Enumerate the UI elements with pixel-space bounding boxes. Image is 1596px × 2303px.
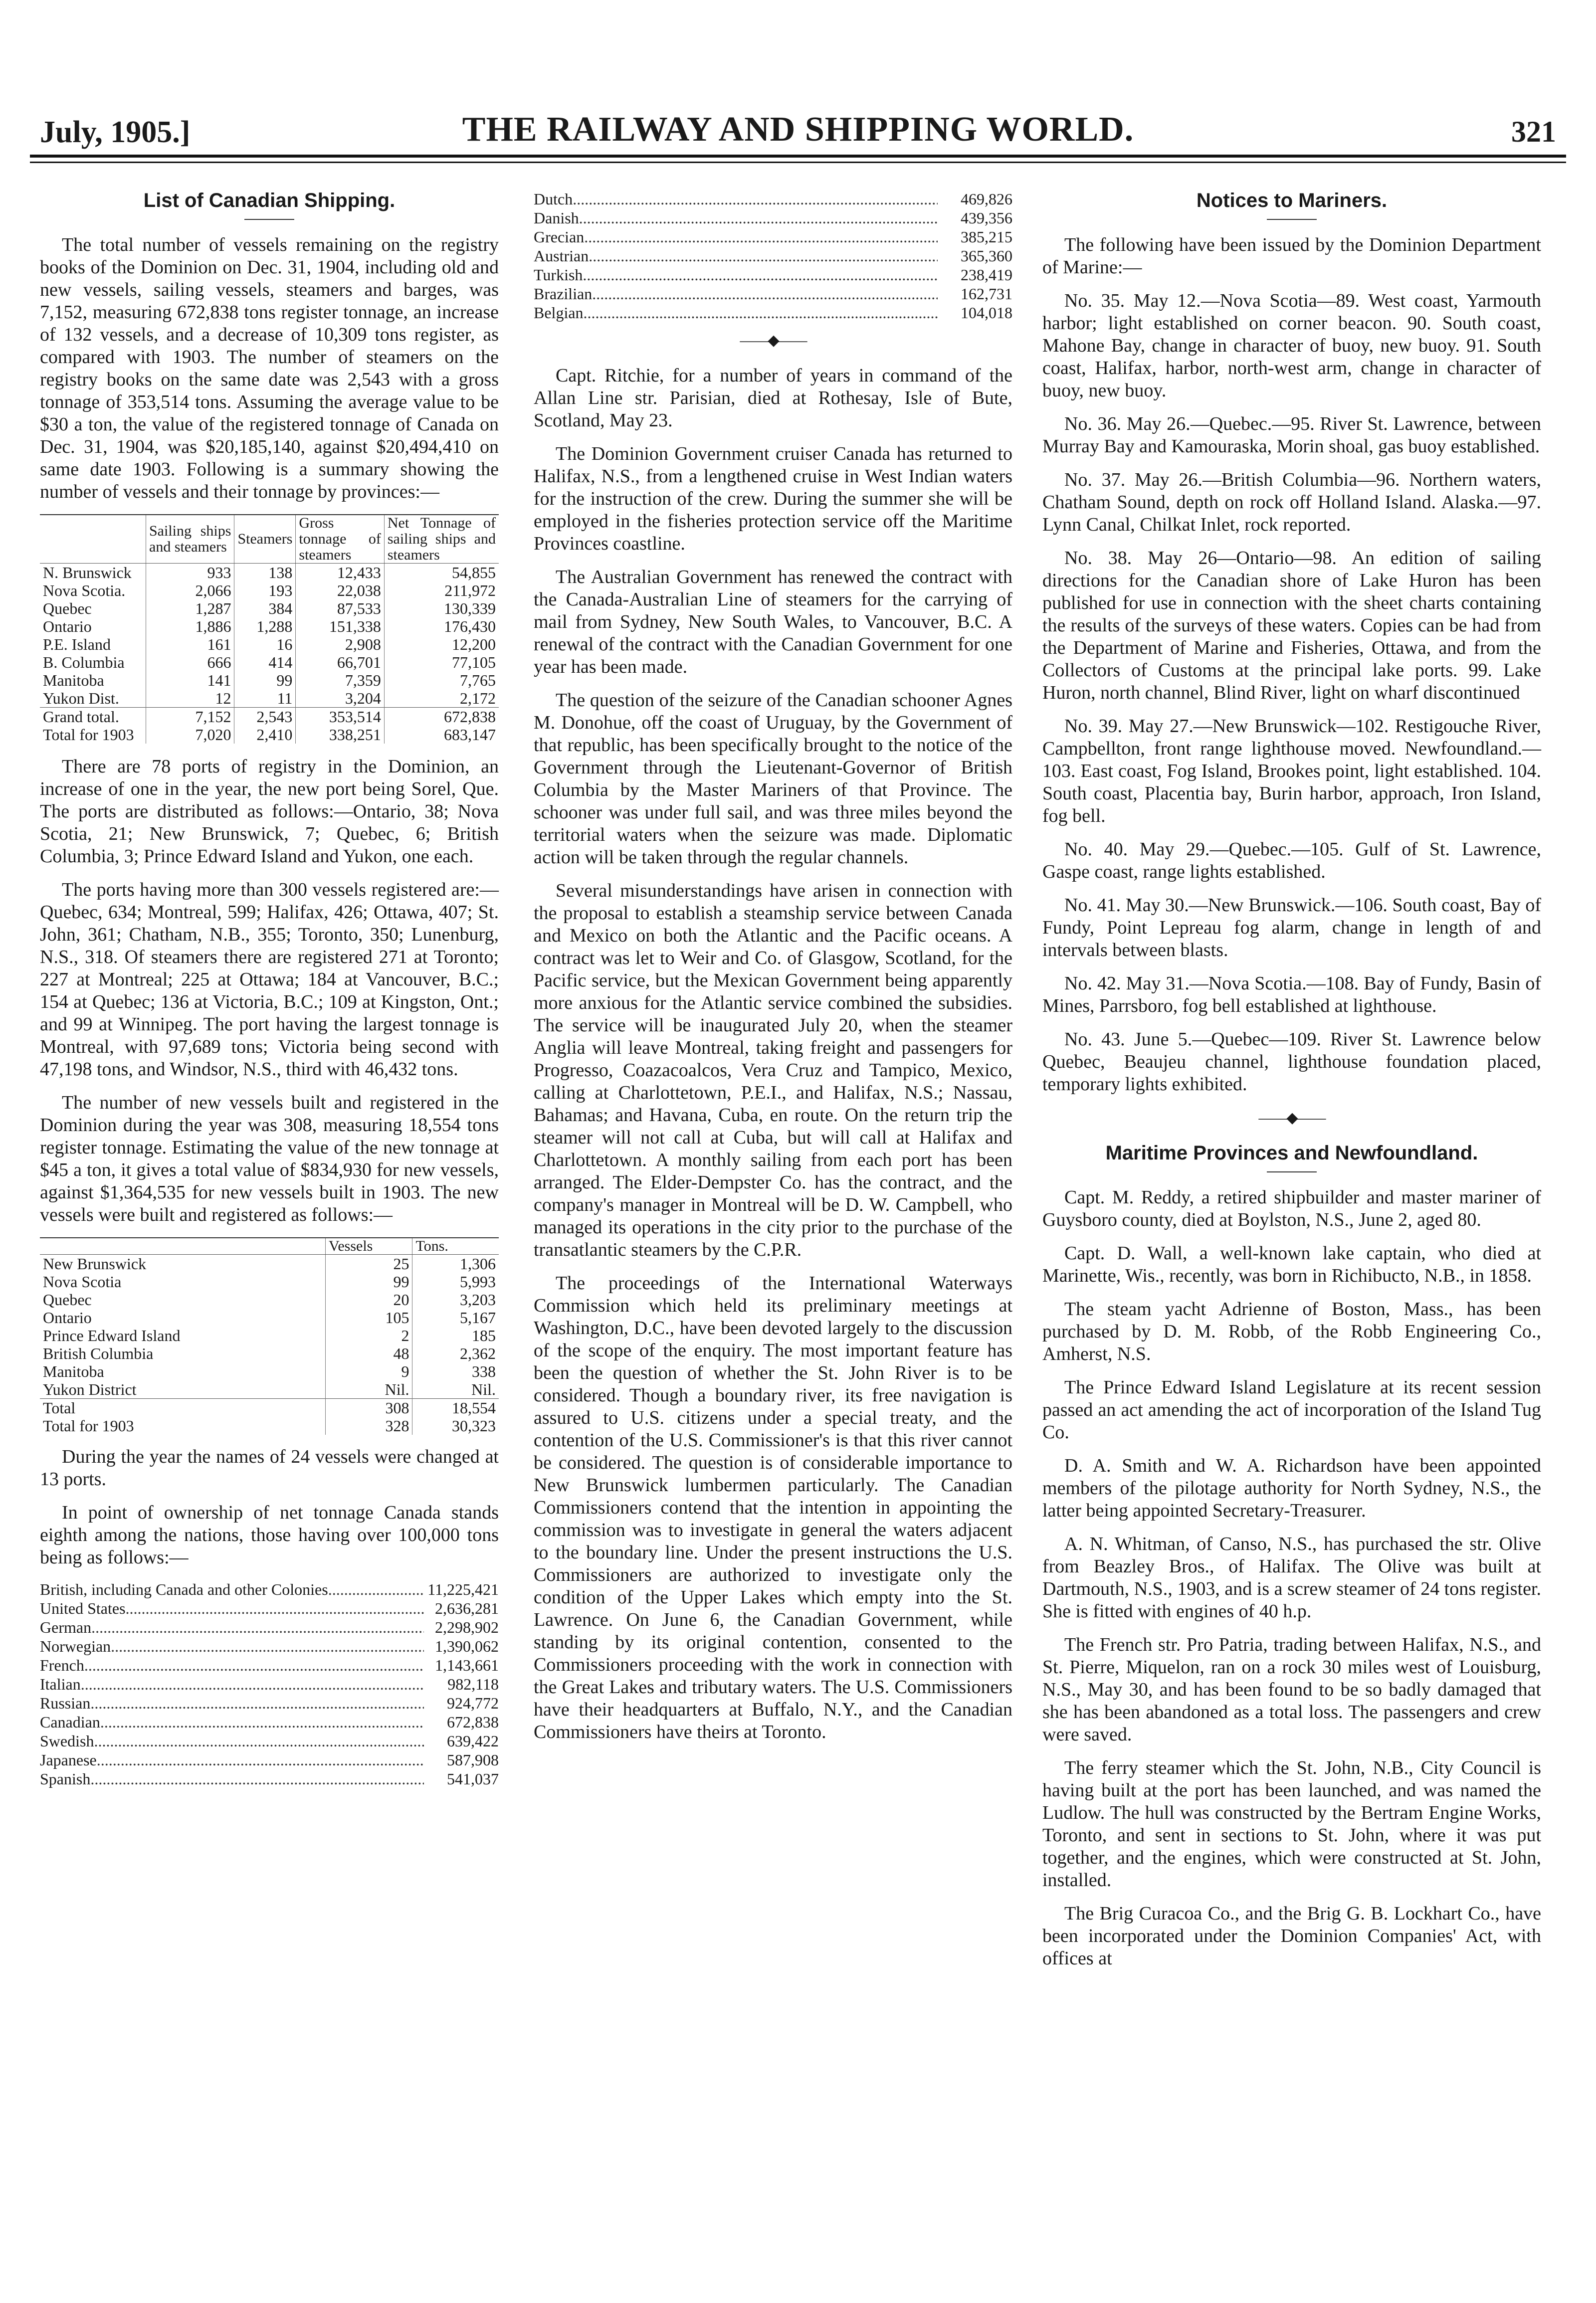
cell: 1,288 bbox=[234, 617, 296, 635]
cell: 328 bbox=[326, 1417, 412, 1435]
table-row bbox=[40, 1291, 499, 1309]
tonnage: 587,908 bbox=[447, 1751, 499, 1769]
column-1 bbox=[40, 190, 499, 1788]
paragraph: The ports having more than 300 vessels registered are:—Quebec, 634; Montreal, 599; Halifax, 426; Ottawa, 407; St. John, 361; Chatham, N.B., 355; Toronto, 350; Lunenburg, N.S., 318. Of steamers there are registered 271 at Toronto; 227 at Montreal; 225 at Ottawa; 184 at Vancouver, B.C.; 154 at Quebec; 136 at Victoria, B.C.; 109 at Kingston, Ont.; and 99 at Winnipeg. The port having the largest tonnage is Montreal, with 97,689 tons; Victoria being second with 47,198 tons, and Windsor, N.S., third with 46,432 tons. bbox=[40, 879, 499, 1080]
paragraph: The number of new vessels built and registered in the Dominion during the year was 308, measuring 18,554 tons register tonnage. Estimating the value of the new tonnage at $45 a ton, it gives a total value of $834,930 for new vessels, against $1,364,535 for new vessels built in 1903. The new vessels were built and registered as follows:— bbox=[40, 1092, 499, 1225]
tonnage: 639,422 bbox=[447, 1732, 499, 1750]
table-total-row bbox=[40, 1417, 499, 1435]
notice-item: No. 35. May 12.—Nova Scotia—89. West coast, Yarmouth harbor; light established on corner beacon. 90. South coast, Mahone Bay, change in character of buoy, new buoy. 91. South coast, Halifax, harbor, north-west arm, change in character of buoy, new buoy. bbox=[1042, 290, 1541, 401]
cell: Nova Scotia. bbox=[43, 581, 126, 599]
table-total-row bbox=[40, 708, 499, 726]
cell: N. Brunswick bbox=[43, 564, 132, 581]
table-row bbox=[40, 1327, 499, 1344]
list-item bbox=[40, 1713, 499, 1731]
list-item bbox=[534, 190, 1012, 208]
table-header-cell bbox=[40, 1238, 326, 1255]
nation-name: Brazilian bbox=[534, 285, 593, 303]
tonnage: 11,225,421 bbox=[427, 1580, 499, 1598]
cell: 20 bbox=[326, 1291, 412, 1309]
table-header-cell: Net Tonnage of sailing ships and steamers bbox=[384, 515, 499, 564]
notice-item: No. 39. May 27.—New Brunswick—102. Restigouche River, Campbellton, front range lighthouse moved. Newfoundland.—103. East coast, Fog Island, Brookes point, light established. 104. South coast, Placentia bay, Burin harbor, approach, Iron Island, fog bell. bbox=[1042, 716, 1541, 826]
provinces-table bbox=[40, 514, 499, 744]
cell: New Brunswick bbox=[43, 1255, 147, 1273]
list-item bbox=[40, 1599, 499, 1618]
list-item bbox=[40, 1656, 499, 1675]
cell: 18,554 bbox=[412, 1399, 499, 1417]
table-row bbox=[40, 671, 499, 689]
cell: Manitoba bbox=[43, 671, 104, 689]
cell: Nova Scotia bbox=[43, 1273, 122, 1291]
cell: 5,167 bbox=[412, 1309, 499, 1327]
list-item bbox=[40, 1769, 499, 1788]
cell: 54,855 bbox=[384, 564, 499, 582]
cell: B. Columbia bbox=[43, 653, 125, 671]
notice-item: No. 41. May 30.—New Brunswick.—106. South coast, Bay of Fundy, Point Lepreau fog alarm, change in length of and intervals between blasts. bbox=[1042, 895, 1541, 960]
nations-list bbox=[40, 1580, 499, 1788]
list-item bbox=[40, 1580, 499, 1599]
nation-name: Austrian bbox=[534, 247, 589, 265]
paragraph: The Australian Government has renewed the contract with the Canada-Australian Line of steamers for the carrying of mail from Sydney, New South Wales, to Vancouver, B.C. A renewal of the contract with the Canadian Government for one year has been made. bbox=[534, 567, 1012, 677]
journal-title: THE RAILWAY AND SHIPPING WORLD. bbox=[462, 110, 1134, 149]
notice-item: No. 37. May 26.—British Columbia—96. Northern waters, Chatham Sound, depth on rock off Holland Island. Alaska.—97. Lynn Canal, Chilkat Inlet, rock reported. bbox=[1042, 469, 1541, 535]
cell: Quebec bbox=[43, 1291, 92, 1309]
nation-name: United States bbox=[40, 1599, 126, 1617]
list-item bbox=[534, 227, 1012, 246]
divider bbox=[244, 219, 294, 220]
cell: 141 bbox=[146, 671, 234, 689]
cell: 2,908 bbox=[296, 635, 384, 653]
tonnage: 2,298,902 bbox=[435, 1618, 499, 1636]
paragraph: The question of the seizure of the Canadian schooner Agnes M. Donohue, off the coast of Uruguay, by the Government of that republic, has been specifically brought to the notice of the Government through the Lieutenant-Governor of British Columbia by the Master Mariners of that Province. The schooner was under full sail, and was three miles beyond the territorial waters when the seizure was made. Diplomatic action will be taken through the regular channels. bbox=[534, 690, 1012, 868]
cell: Total for 1903 bbox=[43, 726, 134, 744]
table-row bbox=[40, 564, 499, 582]
cell: 138 bbox=[234, 564, 296, 582]
nation-name: Italian bbox=[40, 1675, 81, 1693]
tonnage: 924,772 bbox=[447, 1694, 499, 1712]
cell: 308 bbox=[326, 1399, 412, 1417]
nation-name: German bbox=[40, 1618, 92, 1636]
cell: Manitoba bbox=[43, 1362, 104, 1380]
cell: 2,543 bbox=[234, 708, 296, 726]
list-item bbox=[40, 1618, 499, 1637]
cell: Prince Edward Island bbox=[43, 1327, 181, 1344]
list-item bbox=[40, 1675, 499, 1694]
tonnage: 439,356 bbox=[961, 209, 1012, 227]
cell: 338 bbox=[412, 1362, 499, 1380]
cell: 2 bbox=[326, 1327, 412, 1344]
nation-name: Danish bbox=[534, 209, 579, 227]
notice-item: No. 43. June 5.—Quebec—109. River St. Lawrence below Quebec, Beaujeu channel, lighthouse foundation placed, temporary lights exhibited. bbox=[1042, 1029, 1541, 1095]
cell: 105 bbox=[326, 1309, 412, 1327]
paragraph: The Dominion Government cruiser Canada has returned to Halifax, N.S., from a lengthened cruise in West Indian waters for the instruction of the crew. During the summer she will be employed in the fisheries protection service off the Maritime Provinces coastline. bbox=[534, 443, 1012, 554]
news-item: Capt. M. Reddy, a retired shipbuilder and master mariner of Guysboro county, died at Boylston, N.S., June 2, aged 80. bbox=[1042, 1187, 1541, 1230]
cell: Total for 1903 bbox=[43, 1417, 134, 1435]
cell: P.E. Island bbox=[43, 635, 111, 653]
notice-item: No. 42. May 31.—Nova Scotia.—108. Bay of Fundy, Basin of Mines, Parrsboro, fog bell established at lighthouse. bbox=[1042, 973, 1541, 1016]
paragraph: In point of ownership of net tonnage Canada stands eighth among the nations, those having over 100,000 tons being as follows:— bbox=[40, 1502, 499, 1568]
cell: 12 bbox=[146, 689, 234, 708]
cell: 77,105 bbox=[384, 653, 499, 671]
cell: 16 bbox=[234, 635, 296, 653]
table-header-cell: Vessels bbox=[326, 1238, 412, 1255]
nation-name: Canadian bbox=[40, 1713, 100, 1731]
cell: 3,203 bbox=[412, 1291, 499, 1309]
cell: 130,339 bbox=[384, 599, 499, 617]
cell: 7,152 bbox=[146, 708, 234, 726]
table-row bbox=[40, 617, 499, 635]
column-3 bbox=[1042, 190, 1541, 1981]
cell: 2,066 bbox=[146, 581, 234, 599]
cell: Quebec bbox=[43, 599, 92, 617]
cell: 384 bbox=[234, 599, 296, 617]
cell: 22,038 bbox=[296, 581, 384, 599]
cell: 9 bbox=[326, 1362, 412, 1380]
table-row bbox=[40, 1344, 499, 1362]
tonnage: 238,419 bbox=[961, 266, 1012, 284]
ornament-divider: ——◆—— bbox=[740, 332, 806, 349]
table-header-row bbox=[40, 1238, 499, 1255]
cell: 87,533 bbox=[296, 599, 384, 617]
paragraph: The total number of vessels remaining on the registry books of the Dominion on Dec. 31, 1904, including old and new vessels, sailing vessels, steamers and barges, was 7,152, measuring 672,838 tons register tonnage, an increase of 132 vessels, and a decrease of 10,309 tons register, as compared with 1903. The number of steamers on the registry books on the same date was 2,543 with a gross tonnage of 353,514 tons. Assuming the average value to be $30 a ton, the value of the registered tonnage of Canada on Dec. 31, 1904, was $20,185,140, against $20,494,410 on same date 1903. Following is a summary showing the number of vessels and their tonnage by provinces:— bbox=[40, 234, 499, 502]
notice-item: No. 36. May 26.—Quebec.—95. River St. Lawrence, between Murray Bay and Kamouraska, Morin shoal, gas buoy established. bbox=[1042, 413, 1541, 457]
cell: 353,514 bbox=[296, 708, 384, 726]
new-vessels-table bbox=[40, 1237, 499, 1435]
nation-name: Japanese bbox=[40, 1751, 97, 1769]
nation-name: Norwegian bbox=[40, 1637, 111, 1655]
section-heading: List of Canadian Shipping. bbox=[143, 190, 396, 211]
news-item: Capt. D. Wall, a well-known lake captain, who died at Marinette, Wis., recently, was born in Richibucto, N.B., in 1858. bbox=[1042, 1243, 1541, 1286]
tonnage: 2,636,281 bbox=[435, 1599, 499, 1617]
table-row bbox=[40, 599, 499, 617]
cell: 338,251 bbox=[296, 726, 384, 744]
cell: Nil. bbox=[326, 1380, 412, 1399]
tonnage: 385,215 bbox=[961, 228, 1012, 246]
notice-item: No. 38. May 26—Ontario—98. An edition of sailing directions for the Canadian shore of Lake Huron has been published for use in connection with the sheet charts containing the results of the surveys of these waters. Copies can be had from the Department of Marine and Fisheries, Ottawa, and from the Collectors of Customs at the principal lake ports. 99. Lake Huron, north channel, Blind River, light on wharf discontinued bbox=[1042, 548, 1541, 703]
nation-name: Spanish bbox=[40, 1770, 91, 1788]
tonnage: 365,360 bbox=[961, 247, 1012, 265]
cell: 193 bbox=[234, 581, 296, 599]
paragraph: The following have been issued by the Dominion Department of Marine:— bbox=[1042, 234, 1541, 278]
section-heading: Notices to Mariners. bbox=[1196, 190, 1388, 211]
paragraph: The proceedings of the International Waterways Commission which held its preliminary meetings at Washington, D.C., have been devoted largely to the discussion of the scope of the enquiry. The most important feature has been the question of whether the St. John River is to be considered. Though a boundary river, its free navigation is assured to U.S. citizens under a special treaty, and the contention of the U.S. Commissioner's is that this river cannot be considered. The question is of considerable importance to New Brunswick lumbermen particularly. The Canadian Commissioners contend that the intention in appointing the commission was to investigate in general the waters adjacent to the boundary line. Under the present instructions the U.S. Commissioners are authorized to investigate only the condition of the Upper Lakes which empty into the St. Lawrence. On June 6, the Canadian Government, while standing by its original contention, consented to the Commissioners proceeding with the work in connection with the Great Lakes and tributary waters. The U.S. Commissioners have their headquarters at Buffalo, N.Y., and the Canadian Commissioners have theirs at Toronto. bbox=[534, 1273, 1012, 1742]
cell: 5,993 bbox=[412, 1273, 499, 1291]
news-item: The French str. Pro Patria, trading between Halifax, N.S., and St. Pierre, Miquelon, ran on a rock 30 miles west of Louisburg, N.S., May 30, and has been found to be so badly damaged that she has been abandoned as a total loss. The passengers and crew were saved. bbox=[1042, 1634, 1541, 1745]
list-item bbox=[534, 265, 1012, 284]
table-header-row bbox=[40, 515, 499, 564]
nation-name: Russian bbox=[40, 1694, 91, 1712]
table-row bbox=[40, 1362, 499, 1380]
table-header-cell: Sailing ships and steamers bbox=[146, 515, 234, 564]
nation-name: Turkish bbox=[534, 266, 583, 284]
cell: 12,200 bbox=[384, 635, 499, 653]
table-row bbox=[40, 581, 499, 599]
tonnage: 1,390,062 bbox=[435, 1637, 499, 1655]
nation-name: Swedish bbox=[40, 1732, 94, 1750]
news-item: The Brig Curacoa Co., and the Brig G. B. Lockhart Co., have been incorporated under the Dominion Companies' Act, with offices at bbox=[1042, 1903, 1541, 1969]
cell: 7,765 bbox=[384, 671, 499, 689]
cell: 11 bbox=[234, 689, 296, 708]
divider bbox=[1267, 219, 1317, 220]
cell: 48 bbox=[326, 1344, 412, 1362]
list-item bbox=[40, 1637, 499, 1656]
cell: Grand total. bbox=[40, 708, 146, 726]
header-rule-thin bbox=[30, 162, 1566, 163]
news-item: A. N. Whitman, of Canso, N.S., has purchased the str. Olive from Beazley Bros., of Halifax. The Olive was built at Dartmouth, N.S., 1903, and is a screw steamer of 24 tons register. She is fitted with engines of 40 h.p. bbox=[1042, 1534, 1541, 1622]
news-item: The ferry steamer which the St. John, N.B., City Council is having built at the port has been launched, and was named the Ludlow. The hull was constructed by the Bertram Engine Works, Toronto, and sent in sections to St. John, where it was put together, and the engines, which were constructed at St. John, installed. bbox=[1042, 1757, 1541, 1891]
cell: 414 bbox=[234, 653, 296, 671]
news-item: The Prince Edward Island Legislature at its recent session passed an act amending the act of incorporation of the Island Tug Co. bbox=[1042, 1377, 1541, 1443]
cell: 3,204 bbox=[296, 689, 384, 708]
table-header-cell: Steamers bbox=[234, 515, 296, 564]
table-row bbox=[40, 653, 499, 671]
cell: Yukon Dist. bbox=[43, 689, 119, 707]
cell: 683,147 bbox=[384, 726, 499, 744]
nation-name: Grecian bbox=[534, 228, 585, 246]
list-item bbox=[40, 1731, 499, 1750]
table-row bbox=[40, 1380, 499, 1399]
cell: Ontario bbox=[43, 617, 92, 635]
table-total-row bbox=[40, 726, 499, 744]
table-row bbox=[40, 1309, 499, 1327]
cell: 151,338 bbox=[296, 617, 384, 635]
tonnage: 672,838 bbox=[447, 1713, 499, 1731]
cell: 666 bbox=[146, 653, 234, 671]
cell: 211,972 bbox=[384, 581, 499, 599]
cell: Ontario bbox=[43, 1309, 92, 1327]
nation-name: Dutch bbox=[534, 190, 573, 208]
tonnage: 541,037 bbox=[447, 1770, 499, 1788]
cell: 7,359 bbox=[296, 671, 384, 689]
cell: 99 bbox=[326, 1273, 412, 1291]
news-item: The steam yacht Adrienne of Boston, Mass., has been purchased by D. M. Robb, of the Robb Engineering Co., Amherst, N.S. bbox=[1042, 1299, 1541, 1364]
nation-name: British, including Canada and other Colonies bbox=[40, 1580, 328, 1598]
news-item: D. A. Smith and W. A. Richardson have been appointed members of the pilotage authority for North Sydney, N.S., the latter being appointed Secretary-Treasurer. bbox=[1042, 1455, 1541, 1521]
nations-list-continued bbox=[534, 190, 1012, 322]
cell: 12,433 bbox=[296, 564, 384, 582]
list-item bbox=[40, 1694, 499, 1713]
tonnage: 982,118 bbox=[447, 1675, 499, 1693]
nation-name: Belgian bbox=[534, 304, 584, 322]
table-header-cell bbox=[40, 515, 146, 564]
cell: 1,886 bbox=[146, 617, 234, 635]
paragraph: During the year the names of 24 vessels were changed at 13 ports. bbox=[40, 1446, 499, 1490]
header-rule bbox=[30, 155, 1566, 158]
cell: 176,430 bbox=[384, 617, 499, 635]
section-heading: Maritime Provinces and Newfoundland. bbox=[1105, 1142, 1478, 1164]
tonnage: 104,018 bbox=[961, 304, 1012, 322]
cell: 30,323 bbox=[412, 1417, 499, 1435]
cell: 2,410 bbox=[234, 726, 296, 744]
cell: 185 bbox=[412, 1327, 499, 1344]
nation-name: French bbox=[40, 1656, 84, 1674]
list-item bbox=[534, 284, 1012, 303]
table-row bbox=[40, 1255, 499, 1273]
cell: Total bbox=[40, 1399, 326, 1417]
cell: 1,306 bbox=[412, 1255, 499, 1273]
cell: 933 bbox=[146, 564, 234, 582]
issue-date: July, 1905.] bbox=[40, 115, 191, 149]
table-header-cell: Gross tonnage of steamers bbox=[296, 515, 384, 564]
paragraph: Capt. Ritchie, for a number of years in command of the Allan Line str. Parisian, died at Rothesay, Isle of Bute, Scotland, May 23. bbox=[534, 365, 1012, 431]
list-item bbox=[534, 246, 1012, 265]
table-row bbox=[40, 1273, 499, 1291]
cell: Nil. bbox=[412, 1380, 499, 1399]
paragraph: Several misunderstandings have arisen in connection with the proposal to establish a steamship service between Canada and Mexico on both the Atlantic and the Pacific oceans. A contract was let to Weir and Co. of Glasgow, Scotland, for the Pacific service, but the Mexican Government being apparently more anxious for the Atlantic service combined the subsidies. The service will be inaugurated July 20, when the steamer Anglia will leave Montreal, taking freight and passengers for Progresso, Coazacoalcos, Vera Cruz and Tampico, Mexico, calling at Charlottetown, P.E.I., and Halifax, N.S.; Nassau, Bahamas; and Havana, Cuba, en route. On the return trip the steamer will not call at Cuba, but will call at Halifax and Charlottetown. A monthly sailing from each port has been arranged. The Elder-Dempster Co. has the contract, and the company's manager in Montreal will be D. W. Campbell, who managed its operations in the city prior to the purchase of the transatlantic steamers by the C.P.R. bbox=[534, 880, 1012, 1260]
cell: British Columbia bbox=[43, 1344, 154, 1362]
running-header bbox=[40, 105, 1556, 150]
column-2 bbox=[534, 190, 1012, 1754]
list-item bbox=[534, 303, 1012, 322]
page-number: 321 bbox=[1511, 115, 1556, 148]
divider bbox=[1267, 1171, 1317, 1172]
tonnage: 162,731 bbox=[961, 285, 1012, 303]
cell: 7,020 bbox=[146, 726, 234, 744]
table-row bbox=[40, 635, 499, 653]
tonnage: 1,143,661 bbox=[435, 1656, 499, 1674]
list-item bbox=[534, 208, 1012, 227]
ornament-divider: ——◆—— bbox=[1258, 1110, 1325, 1126]
list-item bbox=[40, 1750, 499, 1769]
table-header-cell: Tons. bbox=[412, 1238, 499, 1255]
cell: 25 bbox=[326, 1255, 412, 1273]
cell: 672,838 bbox=[384, 708, 499, 726]
cell: 66,701 bbox=[296, 653, 384, 671]
cell: 99 bbox=[234, 671, 296, 689]
cell: 2,362 bbox=[412, 1344, 499, 1362]
cell: 1,287 bbox=[146, 599, 234, 617]
paragraph: There are 78 ports of registry in the Dominion, an increase of one in the year, the new port being Sorel, Que. The ports are distributed as follows:—Ontario, 38; Nova Scotia, 21; New Brunswick, 7; Quebec, 6; British Columbia, 3; Prince Edward Island and Yukon, one each. bbox=[40, 756, 499, 867]
cell: 161 bbox=[146, 635, 234, 653]
cell: 2,172 bbox=[384, 689, 499, 708]
tonnage: 469,826 bbox=[961, 190, 1012, 208]
cell: Yukon District bbox=[43, 1380, 137, 1398]
table-row bbox=[40, 689, 499, 708]
table-total-row bbox=[40, 1399, 499, 1417]
notice-item: No. 40. May 29.—Quebec.—105. Gulf of St. Lawrence, Gaspe coast, range lights established. bbox=[1042, 839, 1541, 882]
